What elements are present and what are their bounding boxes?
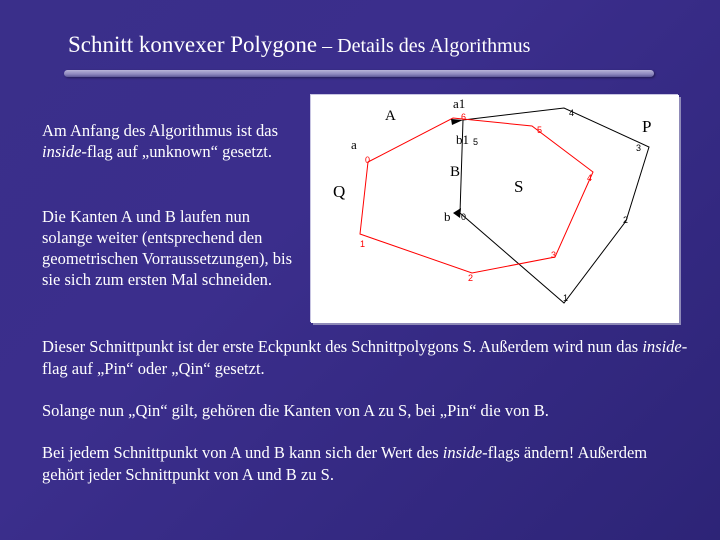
q-vertex-6: 6 (461, 112, 467, 122)
q-vertex-0: 0 (365, 155, 371, 165)
title-main: Schnitt konvexer Polygone (68, 32, 318, 57)
q-vertex-1: 1 (360, 239, 366, 249)
title-underline (64, 70, 654, 77)
paragraph-initial-flag: Am Anfang des Algorithmus ist das inside-flag auf „unknown“ gesetzt. (42, 121, 279, 161)
paragraph-edges-advance: Die Kanten A und B laufen nun solange weiter (entsprechend den geometrischen Vorraussetzungen), bis sie sich zum ersten Mal schneiden. (42, 207, 293, 289)
p-vertex-4: 4 (569, 108, 575, 118)
q-vertex-2: 2 (468, 273, 474, 283)
label-b: b (444, 209, 451, 224)
label-a: a (351, 137, 357, 152)
p-vertex-3: 3 (636, 143, 642, 153)
paragraph-flag-changes: Bei jedem Schnittpunkt von A und B kann sich der Wert des inside-flags ändern! Außerdem gehört jeder Schnittpunkt von A und B zu S. (42, 443, 648, 484)
label-P: P (642, 117, 652, 136)
label-b1: b1 (456, 132, 469, 147)
p-vertex-5: 5 (473, 137, 479, 147)
q-vertex-5: 5 (537, 125, 543, 135)
paragraph-first-intersection: Dieser Schnittpunkt ist der erste Eckpunkt des Schnittpolygons S. Außerdem wird nun das inside-flag auf „Pin“ oder „Qin“ gesetzt. (42, 337, 688, 378)
polygon-p (460, 108, 652, 303)
label-Q: Q (333, 182, 346, 201)
label-A: A (385, 108, 396, 124)
p-vertex-2: 2 (623, 215, 629, 225)
slide-title (68, 32, 530, 58)
title-dash: – (317, 35, 338, 57)
q-vertex-3: 3 (551, 250, 557, 260)
polygon-diagram (311, 95, 679, 323)
label-a1: a1 (453, 96, 466, 111)
edge-b-arrow (453, 208, 461, 218)
polygon-figure (311, 95, 679, 323)
title-sub: Details des Algorithmus (337, 35, 531, 57)
p-vertex-0: 0 (461, 212, 467, 222)
paragraph-qin-pin: Solange nun „Qin“ gilt, gehören die Kanten von A zu S, bei „Pin“ die von B. (42, 401, 549, 420)
q-vertex-4: 4 (587, 173, 593, 183)
label-B: B (450, 164, 461, 180)
p-vertex-1: 1 (563, 293, 569, 303)
label-S: S (514, 177, 524, 196)
